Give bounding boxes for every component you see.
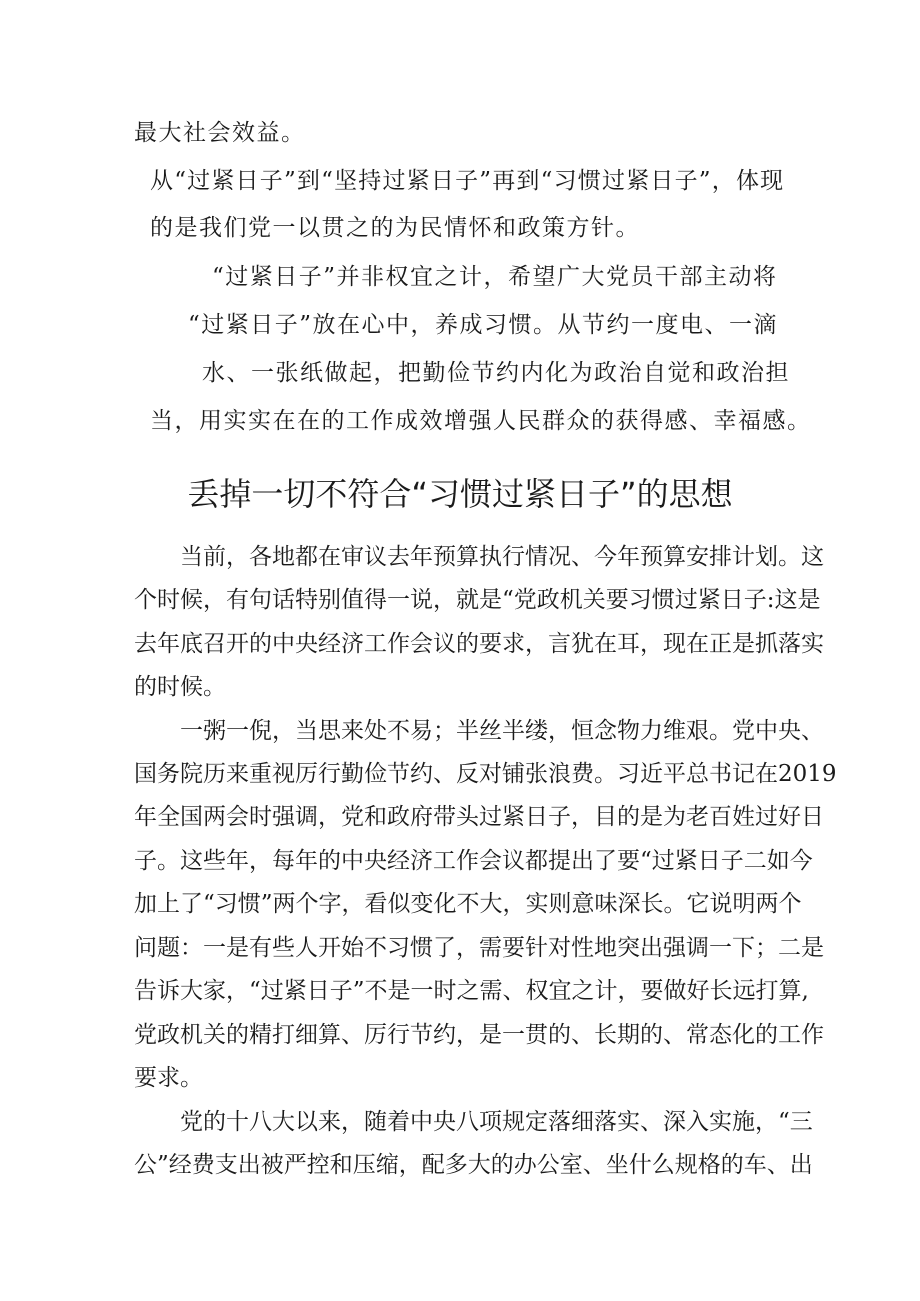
paragraph-line: 要求。 [134, 1065, 203, 1091]
paragraph-line: 党政机关的精打细算、厉行节约，是一贯的、长期的、常态化的工作 [134, 1022, 824, 1048]
text-line: 水、一张纸做起，把勤俭节约内化为政治自觉和政治担 [202, 360, 790, 386]
paragraph-line: 告诉大家，“过紧日子”不是一时之需、权宜之计，要做好长远打算, [134, 978, 809, 1004]
paragraph-line: 个时候，有句话特别值得一说，就是“党政机关要习惯过紧日子:这是 [134, 587, 821, 613]
paragraph-line: 问题：一是有些人开始不习惯了，需要针对性地突出强调一下；二是 [134, 935, 824, 961]
paragraph-line: 子。这些年，每年的中央经济工作会议都提出了要“过紧日子二如今 [134, 848, 813, 874]
paragraph-line: 国务院历来重视厉行勤俭节约、反对铺张浪费。习近平总书记在2019 [134, 761, 837, 787]
paragraph-line: 加上了“习惯”两个字，看似变化不大，实则意味深长。它说明两个 [134, 891, 802, 917]
text-line: “过紧日子”放在心中，养成习惯。从节约一度电、一滴 [188, 312, 779, 338]
paragraph-line: 年全国两会时强调，党和政府带头过紧日子，目的是为老百姓过好日 [134, 804, 824, 830]
text-line: 最大社会效益。 [134, 120, 306, 146]
text-line: 当，用实实在在的工作成效增强人民群众的获得感、幸福感。 [150, 408, 812, 434]
article-title: 丢掉一切不符合“习惯过紧日子”的思想 [187, 475, 733, 513]
text-line: 从“过紧日子”到“坚持过紧日子”再到“习惯过紧日子”，体现 [150, 168, 785, 194]
text-line: 的是我们党一以贯之的为民情怀和政策方针。 [150, 215, 640, 241]
paragraph-line: 去年底召开的中央经济工作会议的要求，言犹在耳，现在正是抓落实 [134, 631, 824, 657]
paragraph-line: 党的十八大以来，随着中央八项规定落细落实、深入实施，“三 [180, 1109, 813, 1135]
paragraph-line: 的时候。 [134, 674, 226, 700]
paragraph-line: 一粥一倪，当思来处不易；半丝半缕，恒念物力维艰。党中央、 [180, 718, 824, 744]
text-line: “过紧日子”并非权宜之计，希望广大党员干部主动将 [212, 264, 778, 290]
paragraph-line: 公”经费支出被严控和压缩，配多大的办公室、坐什么规格的车、出 [134, 1152, 813, 1178]
paragraph-line: 当前，各地都在审议去年预算执行情况、今年预算安排计划。这 [180, 544, 824, 570]
